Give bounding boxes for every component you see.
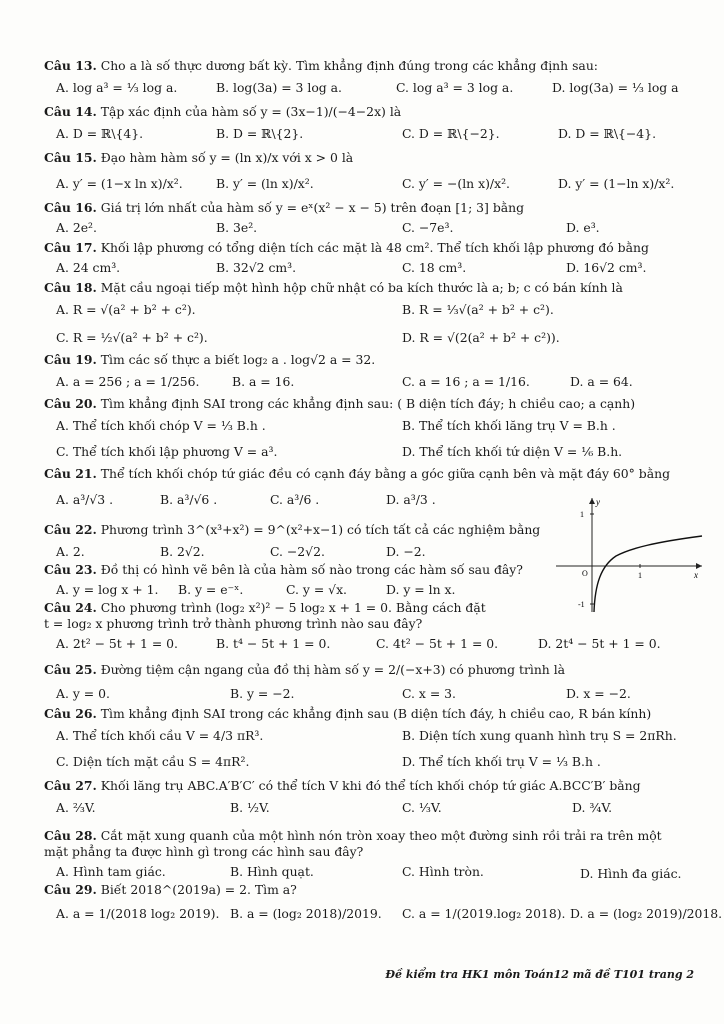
q18-option-c: C. R = ½√(a² + b² + c²). [56,330,208,345]
q17-option-d: D. 16√2 cm³. [566,260,647,275]
y-tick-label-top: 1 [580,510,584,519]
q17-option-b: B. 32√2 cm³. [216,260,297,275]
q25-option-b: B. y = −2. [230,686,295,701]
question-20-stem: Câu 20. Tìm khẳng định SAI trong các khẳng định sau: ( B diện tích đáy; h chiều cao; a cạnh) [44,396,636,411]
q24-option-d: D. 2t⁴ − 5t + 1 = 0. [538,636,661,651]
q28-option-c: C. Hình tròn. [402,864,484,879]
q20-option-a: A. Thể tích khối chóp V = ⅓ B.h . [56,418,266,433]
origin-label: O [582,569,588,578]
function-graph [556,494,706,614]
q18-option-a: A. R = √(a² + b² + c²). [56,302,196,317]
question-number: Câu 26. [44,706,97,721]
q23-option-a: A. y = log x + 1. [56,582,159,597]
question-22-stem: Câu 22. Phương trình 3^(x³+x²) = 9^(x²+x−1) có tích tất cả các nghiệm bằng [44,522,541,537]
q20-option-d: D. Thể tích khối tứ diện V = ⅙ B.h. [402,444,623,459]
q14-option-c: C. D = ℝ\{−2}. [402,126,500,141]
q15-option-c: C. y′ = −(ln x)/x². [402,176,510,191]
q29-option-d: D. a = (log₂ 2019)/2018. [570,906,723,921]
q26-option-a: A. Thể tích khối cầu V = 4/3 πR³. [56,728,264,743]
question-19-stem: Câu 19. Tìm các số thực a biết log₂ a . log√2 a = 32. [44,352,376,367]
question-number: Câu 28. [44,828,97,843]
q24-option-b: B. t⁴ − 5t + 1 = 0. [216,636,331,651]
q29-option-c: C. a = 1/(2019.log₂ 2018). [402,906,566,921]
question-16-stem: Câu 16. Giá trị lớn nhất của hàm số y = eˣ(x² − x − 5) trên đoạn [1; 3] bằng [44,200,525,215]
q14-option-d: D. D = ℝ\{−4}. [558,126,657,141]
q13-option-b: B. log(3a) = 3 log a. [216,80,342,95]
question-28-stem: Câu 28. Cắt mặt xung quanh của một hình nón tròn xoay theo một đường sinh rồi trải ra trên một [44,828,662,843]
q18-option-d: D. R = √(2(a² + b² + c²)). [402,330,560,345]
q15-option-b: B. y′ = (ln x)/x². [216,176,314,191]
x-axis-arrow-icon [696,563,702,569]
x-tick-label: 1 [638,571,642,580]
question-23-stem: Câu 23. Đồ thị có hình vẽ bên là của hàm số nào trong các hàm số sau đây? [44,562,523,577]
question-number: Câu 20. [44,396,97,411]
q17-option-c: C. 18 cm³. [402,260,467,275]
q19-option-c: C. a = 16 ; a = 1/16. [402,374,530,389]
q17-option-a: A. 24 cm³. [56,260,121,275]
question-number: Câu 29. [44,882,97,897]
question-number: Câu 18. [44,280,97,295]
q22-option-c: C. −2√2. [270,544,325,559]
question-28-stem-line2: mặt phẳng ta được hình gì trong các hình sau đây? [44,844,364,859]
q13-option-a: A. log a³ = ⅓ log a. [56,80,178,95]
q29-option-a: A. a = 1/(2018 log₂ 2019). [56,906,220,921]
question-21-stem: Câu 21. Thể tích khối chóp tứ giác đều có cạnh đáy bằng a góc giữa cạnh bên và mặt đáy 60° bằng [44,466,671,481]
q27-option-c: C. ⅓V. [402,800,442,815]
q21-option-c: C. a³/6 . [270,492,320,507]
q23-option-b: B. y = e⁻ˣ. [178,582,244,597]
q21-option-b: B. a³/√6 . [160,492,218,507]
q26-option-d: D. Thể tích khối trụ V = ⅓ B.h . [402,754,601,769]
q25-option-d: D. x = −2. [566,686,631,701]
page-footer: Đề kiểm tra HK1 môn Toán12 mã đề T101 trang 2 [385,968,694,981]
x-axis-label: x [694,570,698,580]
q28-option-a: A. Hình tam giác. [56,864,166,879]
q28-option-d: D. Hình đa giác. [580,866,682,881]
question-27-stem: Câu 27. Khối lăng trụ ABC.A′B′C′ có thể tích V khi đó thể tích khối chóp tứ giác A.BCC′B′ bằng [44,778,641,793]
q25-option-a: A. y = 0. [56,686,110,701]
q18-option-b: B. R = ⅓√(a² + b² + c²). [402,302,554,317]
q14-option-a: A. D = ℝ\{4}. [56,126,144,141]
q23-option-d: D. y = ln x. [386,582,456,597]
q25-option-c: C. x = 3. [402,686,456,701]
q22-option-a: A. 2. [56,544,85,559]
q22-option-d: D. −2. [386,544,426,559]
y-axis-label: y [596,497,600,507]
q16-option-d: D. e³. [566,220,600,235]
question-26-stem: Câu 26. Tìm khẳng định SAI trong các khẳng định sau (B diện tích đáy, h chiều cao, R bán kính) [44,706,652,721]
question-number: Câu 27. [44,778,97,793]
q27-option-a: A. ⅔V. [56,800,96,815]
q13-option-d: D. log(3a) = ⅓ log a [552,80,679,95]
q26-option-b: B. Diện tích xung quanh hình trụ S = 2πRh. [402,728,677,743]
question-18-stem: Câu 18. Mặt cầu ngoại tiếp một hình hộp chữ nhật có ba kích thước là a; b; c có bán kính là [44,280,623,295]
q24-option-a: A. 2t² − 5t + 1 = 0. [56,636,179,651]
q20-option-b: B. Thể tích khối lăng trụ V = B.h . [402,418,616,433]
question-number: Câu 24. [44,600,97,615]
question-number: Câu 15. [44,150,97,165]
question-number: Câu 17. [44,240,97,255]
question-number: Câu 25. [44,662,97,677]
q21-option-d: D. a³/3 . [386,492,436,507]
q15-option-a: A. y′ = (1−x ln x)/x². [56,176,183,191]
q16-option-a: A. 2e². [56,220,97,235]
q26-option-c: C. Diện tích mặt cầu S = 4πR². [56,754,250,769]
q16-option-b: B. 3e². [216,220,258,235]
q27-option-b: B. ½V. [230,800,270,815]
q16-option-c: C. −7e³. [402,220,454,235]
question-25-stem: Câu 25. Đường tiệm cận ngang của đồ thị hàm số y = 2/(−x+3) có phương trình là [44,662,566,677]
q14-option-b: B. D = ℝ\{2}. [216,126,304,141]
question-number: Câu 22. [44,522,97,537]
question-15-stem: Câu 15. Đạo hàm hàm số y = (ln x)/x với x > 0 là [44,150,354,165]
log-curve [594,536,702,612]
q28-option-b: B. Hình quạt. [230,864,314,879]
question-number: Câu 16. [44,200,97,215]
q20-option-c: C. Thể tích khối lập phương V = a³. [56,444,278,459]
question-17-stem: Câu 17. Khối lập phương có tổng diện tích các mặt là 48 cm². Thể tích khối lập phương đó bằng [44,240,649,255]
q27-option-d: D. ¾V. [572,800,613,815]
question-number: Câu 19. [44,352,97,367]
question-24-stem: Câu 24. Cho phương trình (log₂ x²)² − 5 log₂ x + 1 = 0. Bằng cách đặt [44,600,486,615]
question-number: Câu 21. [44,466,97,481]
y-tick-label-bottom: -1 [578,600,585,609]
question-14-stem: Câu 14. Tập xác định của hàm số y = (3x−1)/(−4−2x) là [44,104,402,119]
question-24-stem-line2: t = log₂ x phương trình trở thành phương trình nào sau đây? [44,616,423,631]
question-number: Câu 23. [44,562,97,577]
q21-option-a: A. a³/√3 . [56,492,114,507]
q22-option-b: B. 2√2. [160,544,205,559]
y-axis-arrow-icon [589,498,595,504]
question-29-stem: Câu 29. Biết 2018^(2019a) = 2. Tìm a? [44,882,297,897]
q15-option-d: D. y′ = (1−ln x)/x². [558,176,675,191]
q19-option-d: D. a = 64. [570,374,633,389]
question-13-stem: Câu 13. Cho a là số thực dương bất kỳ. Tìm khẳng định đúng trong các khẳng định sau: [44,58,598,73]
q13-option-c: C. log a³ = 3 log a. [396,80,514,95]
q23-option-c: C. y = √x. [286,582,347,597]
q24-option-c: C. 4t² − 5t + 1 = 0. [376,636,499,651]
q19-option-a: A. a = 256 ; a = 1/256. [56,374,200,389]
q19-option-b: B. a = 16. [232,374,295,389]
question-number: Câu 14. [44,104,97,119]
question-number: Câu 13. [44,58,97,73]
q29-option-b: B. a = (log₂ 2018)/2019. [230,906,382,921]
